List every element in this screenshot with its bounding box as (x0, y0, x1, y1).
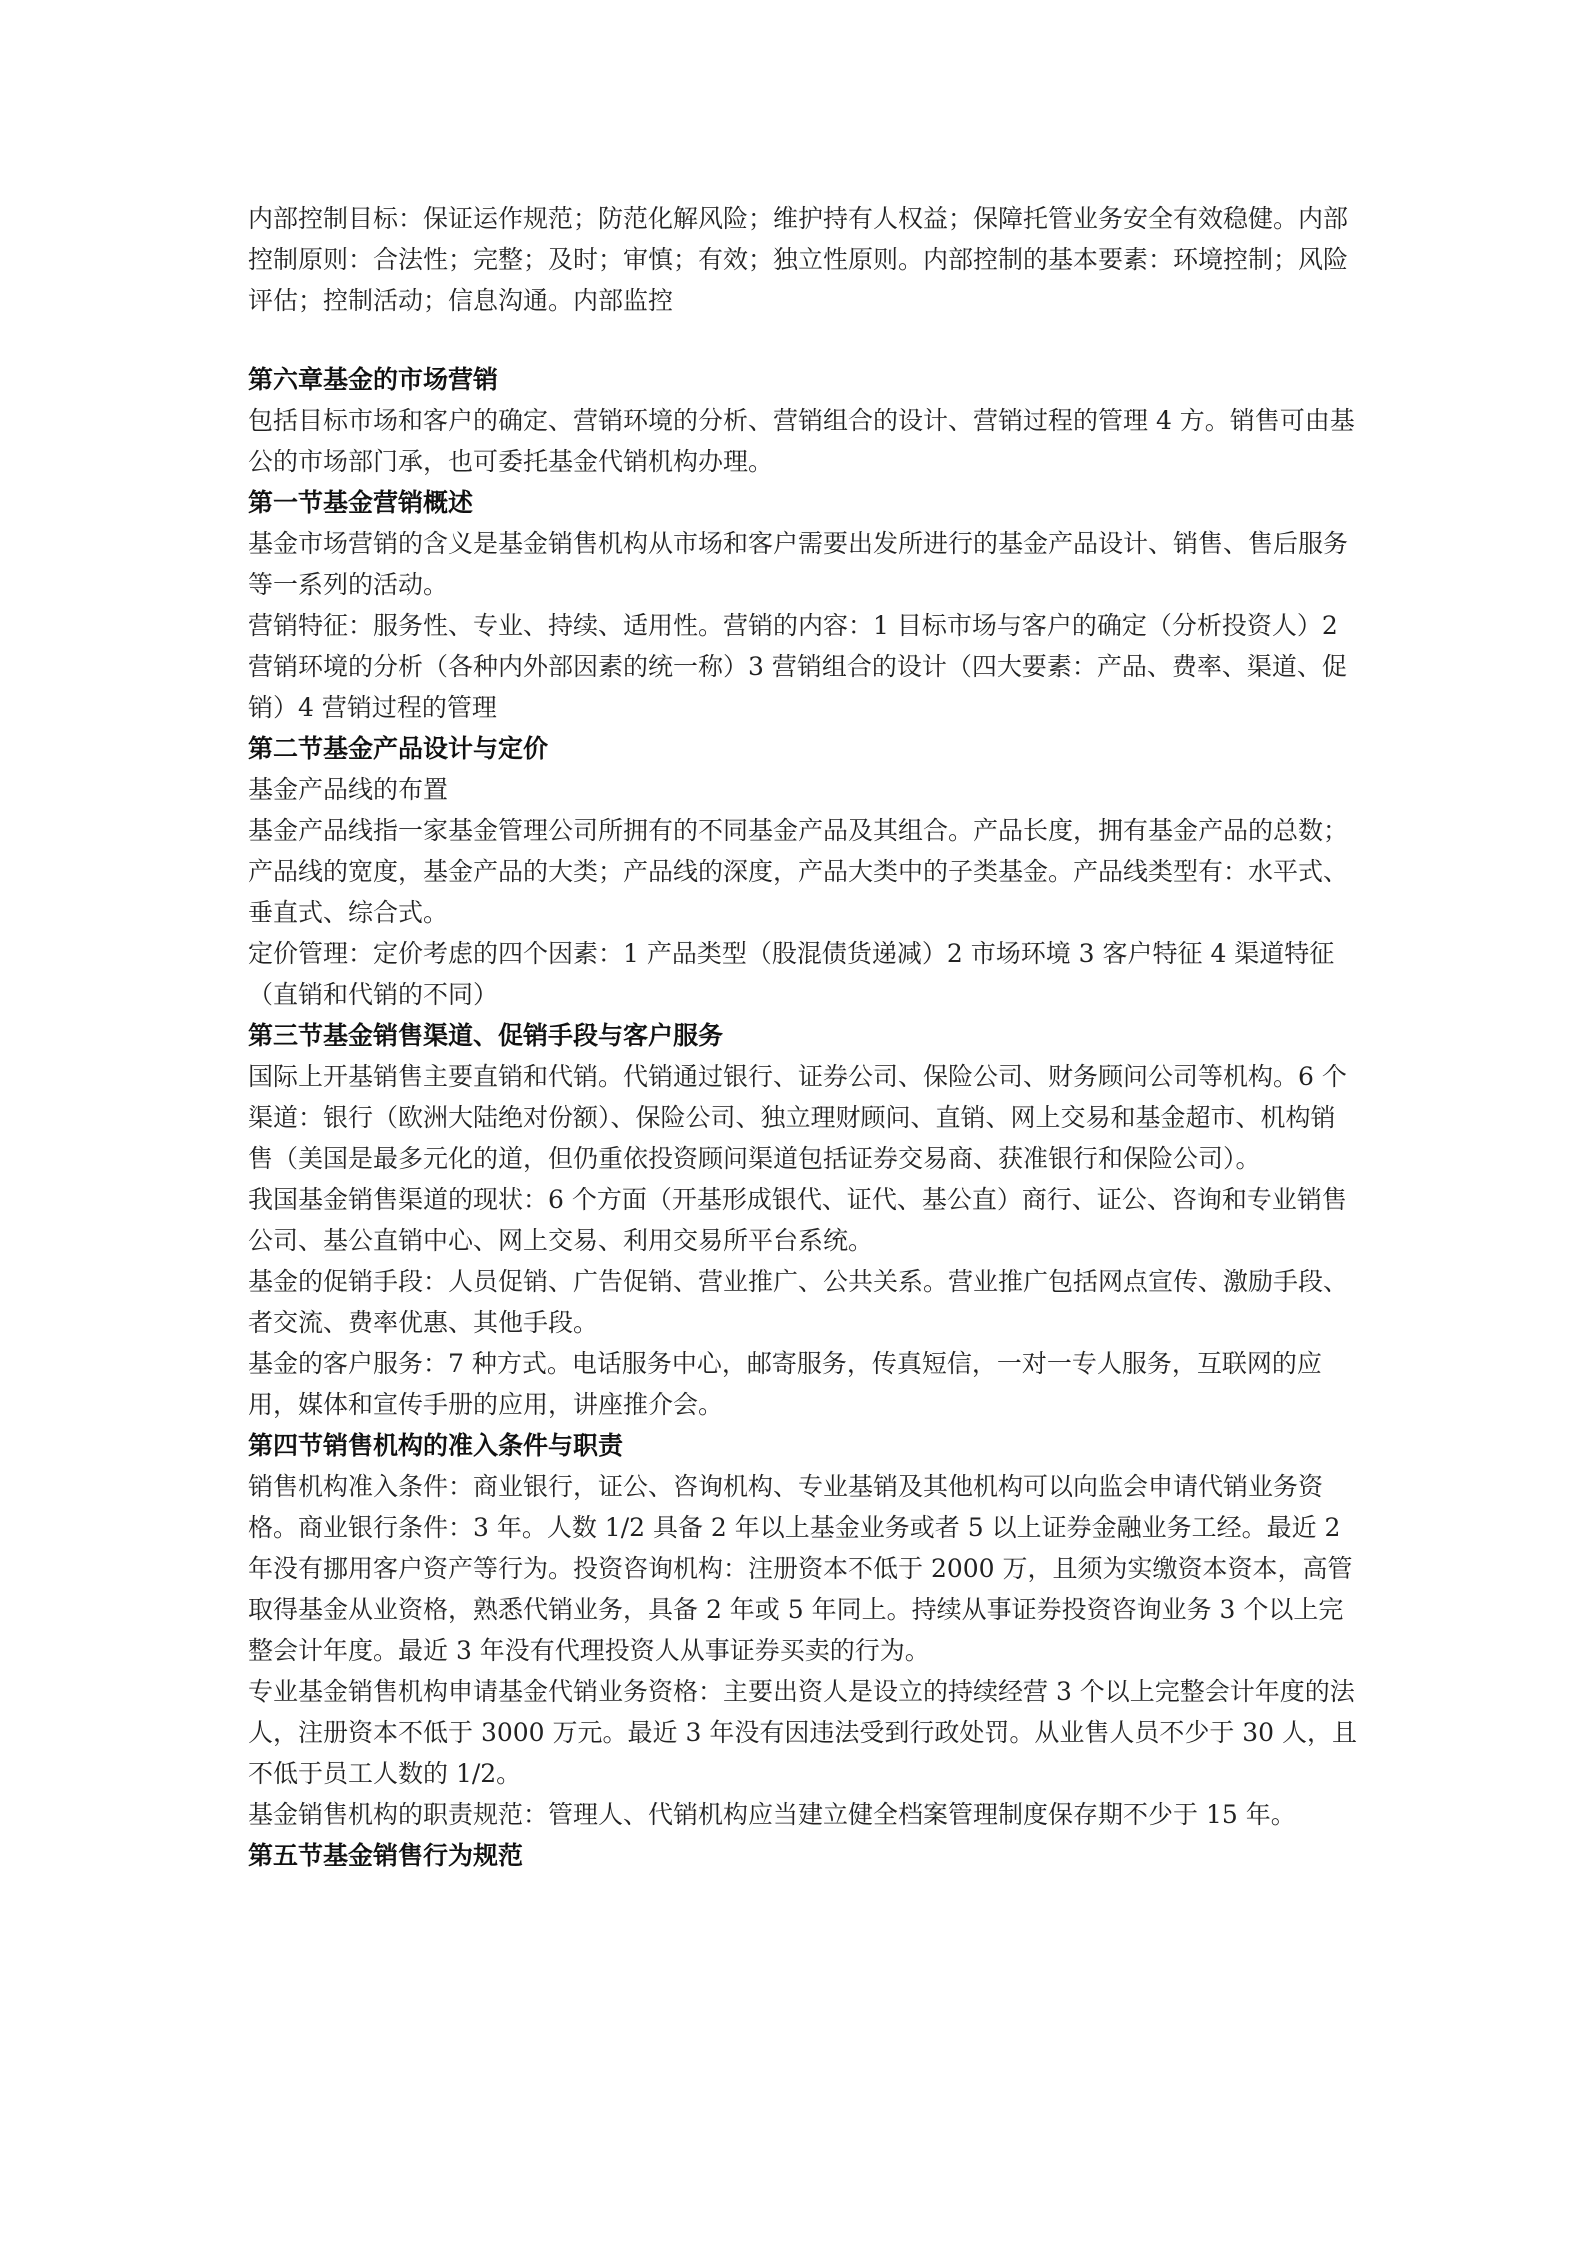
paragraph-gap (248, 321, 1358, 359)
section4-title: 第四节销售机构的准入条件与职责 (248, 1431, 624, 1460)
intro-paragraph: 内部控制目标：保证运作规范；防范化解风险；维护持有人权益；保障托管业务安全有效稳健。内部控制原则：合法性；完整；及时；审慎；有效；独立性原则。内部控制的基本要素：环境控制；风险评估；控制活动；信息沟通。内部监控 (248, 204, 1349, 315)
section2-paragraph-3: 定价管理：定价考虑的四个因素：1 产品类型（股混债货递减）2 市场环境 3 客户特征 4 渠道特征（直销和代销的不同） (248, 939, 1335, 1009)
section4-paragraph-2: 专业基金销售机构申请基金代销业务资格：主要出资人是设立的持续经营 3 个以上完整会计年度的法人，注册资本不低于 3000 万元。最近 3 年没有因违法受到行政处罚。从业售人员不少于 30 人，且不低于员工人数的 1/2。 (248, 1677, 1358, 1788)
chapter6-paragraph-1: 包括目标市场和客户的确定、营销环境的分析、营销组合的设计、营销过程的管理 4 方。销售可由基公的市场部门承，也可委托基金代销机构办理。 (248, 406, 1355, 476)
section3-paragraph-1: 国际上开基销售主要直销和代销。代销通过银行、证券公司、保险公司、财务顾问公司等机构。6 个渠道：银行（欧洲大陆绝对份额）、保险公司、独立理财顾问、直销、网上交易和基金超市、机构销售（美国是最多元化的道，但仍重依投资顾问渠道包括证券交易商、获准银行和保险公司）。 (248, 1062, 1347, 1173)
document-page (248, 198, 1358, 1876)
section4-paragraph-1: 销售机构准入条件：商业银行，证公、咨询机构、专业基销及其他机构可以向监会申请代销业务资格。商业银行条件：3 年。人数 1/2 具备 2 年以上基金业务或者 5 以上证券金融业务工经。最近 2 年没有挪用客户资产等行为。投资咨询机构：注册资本不低于 2000 万，且须为实缴资本资本，高管取得基金从业资格，熟悉代销业务，具备 2 年或 5 年同上。持续从事证券投资咨询业务 3 个以上完整会计年度。最近 3 年没有代理投资人从事证券买卖的行为。 (248, 1472, 1353, 1665)
section3-paragraph-2: 我国基金销售渠道的现状：6 个方面（开基形成银代、证代、基公直）商行、证公、咨询和专业销售公司、基公直销中心、网上交易、利用交易所平台系统。 (248, 1185, 1347, 1255)
section4-paragraph-3: 基金销售机构的职责规范：管理人、代销机构应当建立健全档案管理制度保存期不少于 15 年。 (248, 1800, 1296, 1829)
section3-title: 第三节基金销售渠道、促销手段与客户服务 (248, 1021, 724, 1050)
section2-title: 第二节基金产品设计与定价 (248, 734, 549, 763)
section2-paragraph-1: 基金产品线的布置 (248, 775, 449, 804)
section3-paragraph-3: 基金的促销手段：人员促销、广告促销、营业推广、公共关系。营业推广包括网点宣传、激励手段、者交流、费率优惠、其他手段。 (248, 1267, 1349, 1337)
section3-paragraph-4: 基金的客户服务：7 种方式。电话服务中心，邮寄服务，传真短信，一对一专人服务，互联网的应用，媒体和宣传手册的应用，讲座推介会。 (248, 1349, 1322, 1419)
section1-paragraph-1: 基金市场营销的含义是基金销售机构从市场和客户需要出发所进行的基金产品设计、销售、售后服务等一系列的活动。 (248, 529, 1349, 599)
section1-title: 第一节基金营销概述 (248, 488, 474, 517)
chapter6-title: 第六章基金的市场营销 (248, 365, 499, 394)
section2-paragraph-2: 基金产品线指一家基金管理公司所拥有的不同基金产品及其组合。产品长度，拥有基金产品的总数；产品线的宽度，基金产品的大类；产品线的深度，产品大类中的子类基金。产品线类型有：水平式、垂直式、综合式。 (248, 816, 1349, 927)
section5-title: 第五节基金销售行为规范 (248, 1841, 524, 1870)
section1-paragraph-2: 营销特征：服务性、专业、持续、适用性。营销的内容：1 目标市场与客户的确定（分析投资人）2 营销环境的分析（各种内外部因素的统一称）3 营销组合的设计（四大要素：产品、费率、渠道、促销）4 营销过程的管理 (248, 611, 1347, 722)
